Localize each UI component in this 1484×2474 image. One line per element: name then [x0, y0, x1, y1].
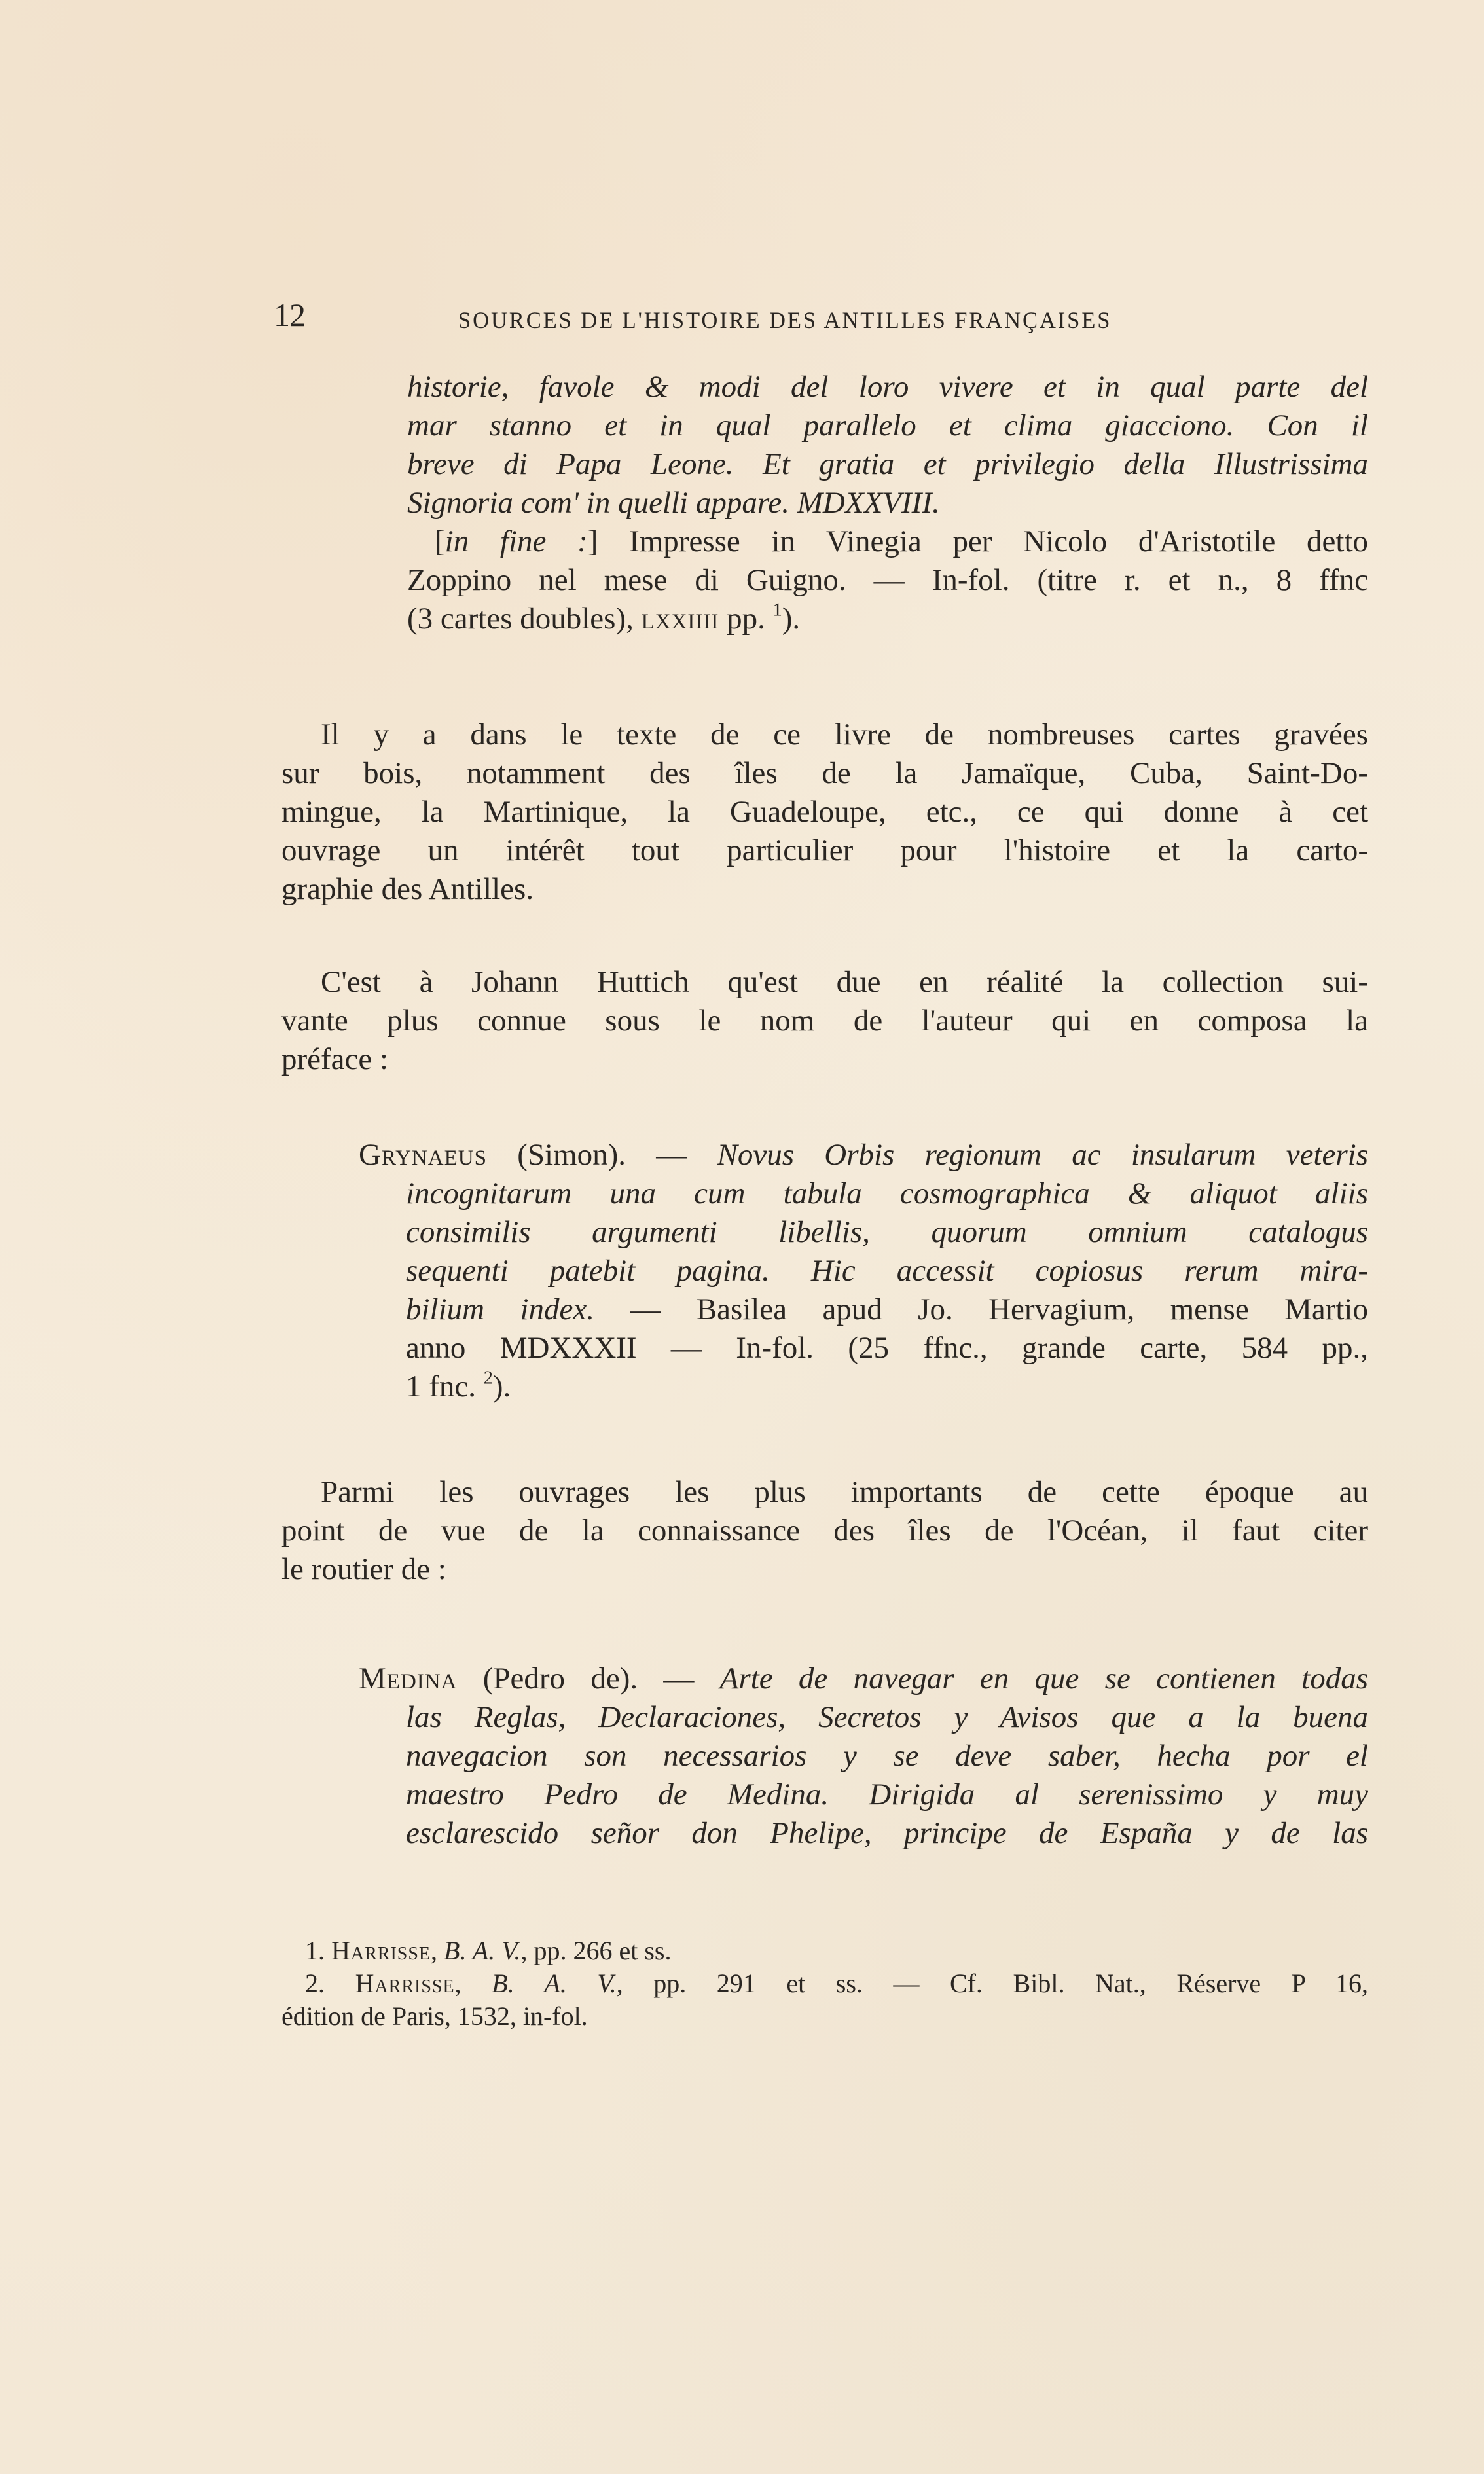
colophon-text: (3 cartes doubles), — [407, 602, 642, 636]
bibliography-entry-grynaeus — [359, 1136, 1368, 1406]
footnote-1 — [281, 1935, 1368, 1967]
paragraph-line: ouvrage un intérêt tout particulier pour l'histoire et la carto- — [281, 833, 1368, 867]
entry-first-line — [359, 1136, 1368, 1174]
entry-title: Novus Orbis regionum ac insularum veteris — [717, 1138, 1368, 1172]
entry-line: Signoria com' in quelli appare. MDXXVIII. — [407, 486, 940, 520]
entry-title-line: consimilis argumenti libellis, quorum omnium catalogus — [406, 1215, 1368, 1249]
footnote-author: Harrisse — [331, 1936, 431, 1965]
entry-imprint-line — [359, 1290, 1368, 1329]
footnote-text: , pp. 291 et ss. — Cf. Bibl. Nat., Réserve P 16, — [616, 1969, 1369, 1998]
entry-imprint-line — [359, 1368, 1368, 1406]
entry-line: breve di Papa Leone. Et gratia et privilegio della Illustrissima — [407, 447, 1368, 481]
entry-imprint: 1 fnc. — [406, 1370, 484, 1404]
entry-title-line: sequenti patebit pagina. Hic accessit copiosus rerum mira- — [406, 1254, 1368, 1288]
colophon-label: in fine : — [444, 524, 588, 558]
entry-title-line: maestro Pedro de Medina. Dirigida al serenissimo y muy — [406, 1777, 1368, 1811]
entry-title-line: esclarescido señor don Phelipe, principe de España y de las — [406, 1816, 1368, 1850]
page-number: 12 — [274, 297, 305, 333]
colophon-pages: lxxiiii — [641, 602, 719, 636]
paragraph-line: le routier de : — [281, 1552, 446, 1586]
entry-author-given: (Simon). — — [486, 1138, 717, 1172]
colophon-text: ). — [782, 602, 801, 636]
paragraph-line: mingue, la Martinique, la Guadeloupe, etc., ce qui donne à cet — [281, 795, 1368, 829]
entry-author-given: (Pedro de). — — [457, 1662, 720, 1696]
entry-title-line: incognitarum una cum tabula cosmographica & aliquot aliis — [406, 1176, 1368, 1210]
colophon-line: [in fine :] Impresse in Vinegia per Nicolo d'Aristotile detto — [435, 524, 1369, 558]
paragraph-line: vante plus connue sous le nom de l'auteur qui en composa la — [281, 1004, 1368, 1038]
paragraph-line: Il y a dans le texte de ce livre de nombreuses cartes gravées — [321, 718, 1368, 752]
body-paragraph — [281, 716, 1368, 909]
footnote-ref-title: B. A. V. — [444, 1936, 521, 1965]
running-head — [274, 296, 1386, 342]
paragraph-line: graphie des Antilles. — [281, 872, 534, 906]
running-title: SOURCES DE L'HISTOIRE DES ANTILLES FRANÇAISES — [458, 307, 1112, 333]
footnote-number: 2. — [305, 1969, 355, 1998]
entry-title: Arte de navegar en que se contienen todas — [719, 1662, 1368, 1696]
colophon-line: Zoppino nel mese di Guigno. — In-fol. (titre r. et n., 8 ffnc — [407, 563, 1368, 597]
footnote-separator: , — [454, 1969, 492, 1998]
paragraph-line: point de vue de la connaissance des îles de l'Océan, il faut citer — [281, 1514, 1368, 1548]
entry-imprint-line: anno MDXXXII — In-fol. (25 ffnc., grande carte, 584 pp., — [406, 1331, 1368, 1365]
bibliography-entry-medina — [359, 1660, 1368, 1853]
entry-line: mar stanno et in qual parallelo et clima giacciono. Con il — [407, 409, 1368, 443]
entry-title: bilium index. — [406, 1292, 595, 1326]
colophon-line — [407, 600, 1368, 638]
colophon-text: pp. — [719, 602, 773, 636]
paragraph-line: préface : — [281, 1042, 389, 1076]
body-paragraph — [281, 963, 1368, 1079]
entry-title-line: navegacion son necessarios y se deve saber, hecha por el — [406, 1739, 1368, 1773]
footnote-text: , pp. 266 et ss. — [520, 1936, 672, 1965]
paragraph-line: Parmi les ouvrages les plus importants de cette époque au — [321, 1475, 1368, 1509]
bibliography-entry-continuation — [407, 368, 1368, 638]
footnote-number: 1. — [305, 1936, 331, 1965]
footnote-author: Harrisse — [355, 1969, 455, 1998]
entry-imprint: — Basilea apud Jo. Hervagium, mense Martio — [594, 1292, 1368, 1326]
footnote-ref-title: B. A. V. — [492, 1969, 617, 1998]
entry-title-line: las Reglas, Declaraciones, Secretos y Avisos que a la buena — [406, 1700, 1368, 1734]
footnote-ref-2[interactable]: 2 — [483, 1368, 493, 1389]
footnote-2-continuation: édition de Paris, 1532, in-fol. — [281, 2001, 588, 2031]
paragraph-line: C'est à Johann Huttich qu'est due en réalité la collection sui- — [321, 965, 1368, 999]
entry-imprint: ). — [492, 1370, 511, 1404]
colophon-text: Impresse in Vinegia per Nicolo d'Aristotile detto — [629, 524, 1369, 558]
entry-author: Grynaeus — [359, 1138, 487, 1172]
footnote-2 — [281, 1967, 1368, 2000]
entry-first-line — [359, 1660, 1368, 1698]
footnotes — [281, 1935, 1368, 2033]
paragraph-line: sur bois, notamment des îles de la Jamaïque, Cuba, Saint-Do- — [281, 756, 1368, 790]
entry-line: historie, favole & modi del loro vivere et in qual parte del — [407, 370, 1368, 404]
footnote-ref-1[interactable]: 1 — [772, 600, 782, 621]
footnote-separator: , — [431, 1936, 444, 1965]
body-paragraph — [281, 1473, 1368, 1589]
entry-author: Medina — [359, 1662, 458, 1696]
